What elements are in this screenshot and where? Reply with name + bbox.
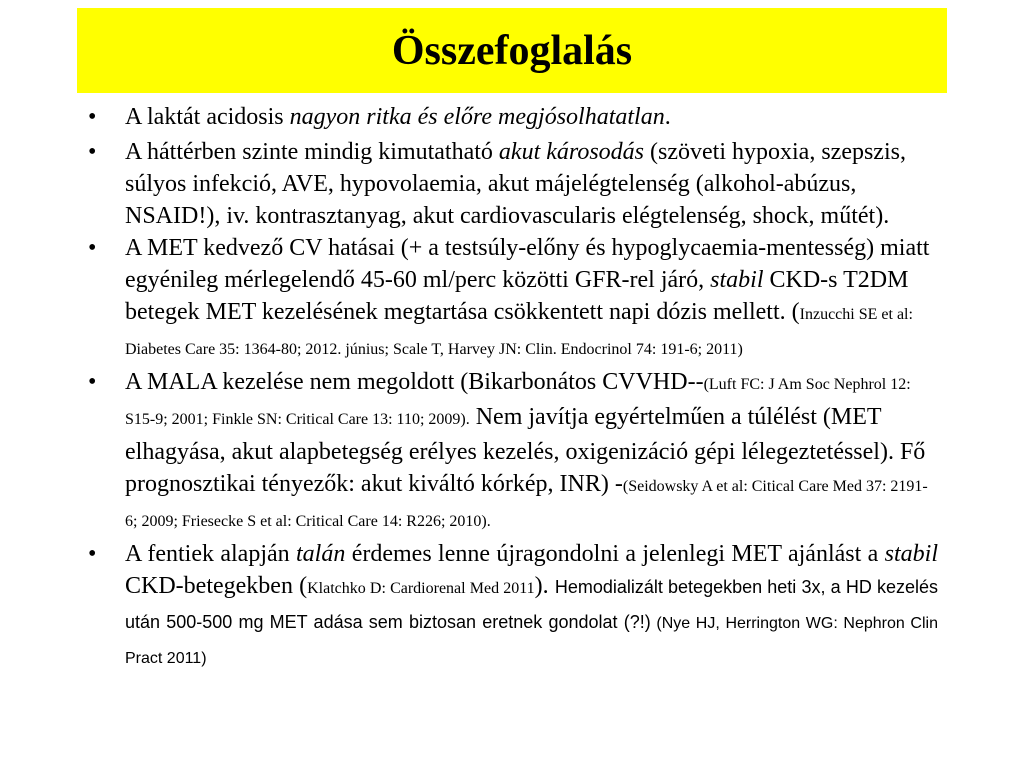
slide-title: Összefoglalás [391,27,633,74]
bullet-emphasis: nagyon ritka és előre megjósolhatatlan [289,104,665,130]
bullet-text: A laktát acidosis [125,104,290,130]
slide-content [88,101,938,675]
bullet-list [88,101,938,675]
title-bar [77,8,947,93]
bullet-text: A MET kedvező CV hatásai (+ a testsúly-előny és hypoglycaemia-mentesség) miatt egyénileg mérlegelendő 45-60 ml/perc közötti GFR-rel járó, [125,235,930,293]
bullet-emphasis: stabil [884,541,938,567]
reference: (Luft FC: J Am Soc Nephrol 12: S15-9; 2001; Finkle SN: Critical Care 13: 110; 2009). [125,376,911,428]
list-item [88,136,938,232]
list-item [88,538,938,675]
bullet-text: ). [534,573,555,599]
bullet-emphasis: stabil [710,267,764,293]
bullet-text: (szöveti hypoxia, szepszis, súlyos infekció, AVE, hypovolaemia, akut májelégtelenség (alkohol-abúzus, NSAID!), iv. kontrasztanyag, akut cardiovascularis elégtelenség, shock, műtét). [125,139,906,229]
list-item [88,366,938,538]
reference: (Nye HJ, Herrington WG: Nephron Clin Pract 2011) [125,615,938,667]
bullet-text: A MALA kezelése nem megoldott (Bikarbonátos CVVHD-- [125,369,704,395]
bullet-emphasis: talán [296,541,346,567]
bullet-text: érdemes lenne újragondolni a jelenlegi MET ajánlást a [345,541,885,567]
list-item [88,232,938,366]
bullet-text: A háttérben szinte mindig kimutatható [125,139,499,165]
bullet-text: . [664,104,671,130]
bullet-text: CKD-betegekben ( [125,573,308,599]
reference: Inzucchi SE et al: Diabetes Care 35: 1364-80; 2012. június; Scale T, Harvey JN: Clin. Endocrinol 74: 191-6; 2011) [125,306,913,358]
bullet-sans-text: Hemodializált betegekben heti 3x, a HD kezelés után 500-500 mg MET adása sem biztosan eretnek gondolat (?!) [125,577,939,632]
bullet-text: CKD-s T2DM betegek MET kezelésének megtartása csökkentett napi dózis mellett. ( [125,267,909,325]
bullet-emphasis: akut károsodás [498,139,645,165]
reference: Klatchko D: Cardiorenal Med 2011 [307,580,535,597]
bullet-text: Nem javítja egyértelműen a túlélést (MET elhagyása, akut alapbetegség erélyes kezelés, oxigenizáció gépi lélegeztetéssel). Fő prognosztikai tényezők: akut kiváltó kórkép, INR) - [125,404,926,497]
list-item [88,101,938,133]
bullet-text: A fentiek alapján [125,541,297,567]
reference: (Seidowsky A et al: Citical Care Med 37: 2191-6; 2009; Friesecke S et al: Critical Care 14: R226; 2010). [125,478,928,530]
